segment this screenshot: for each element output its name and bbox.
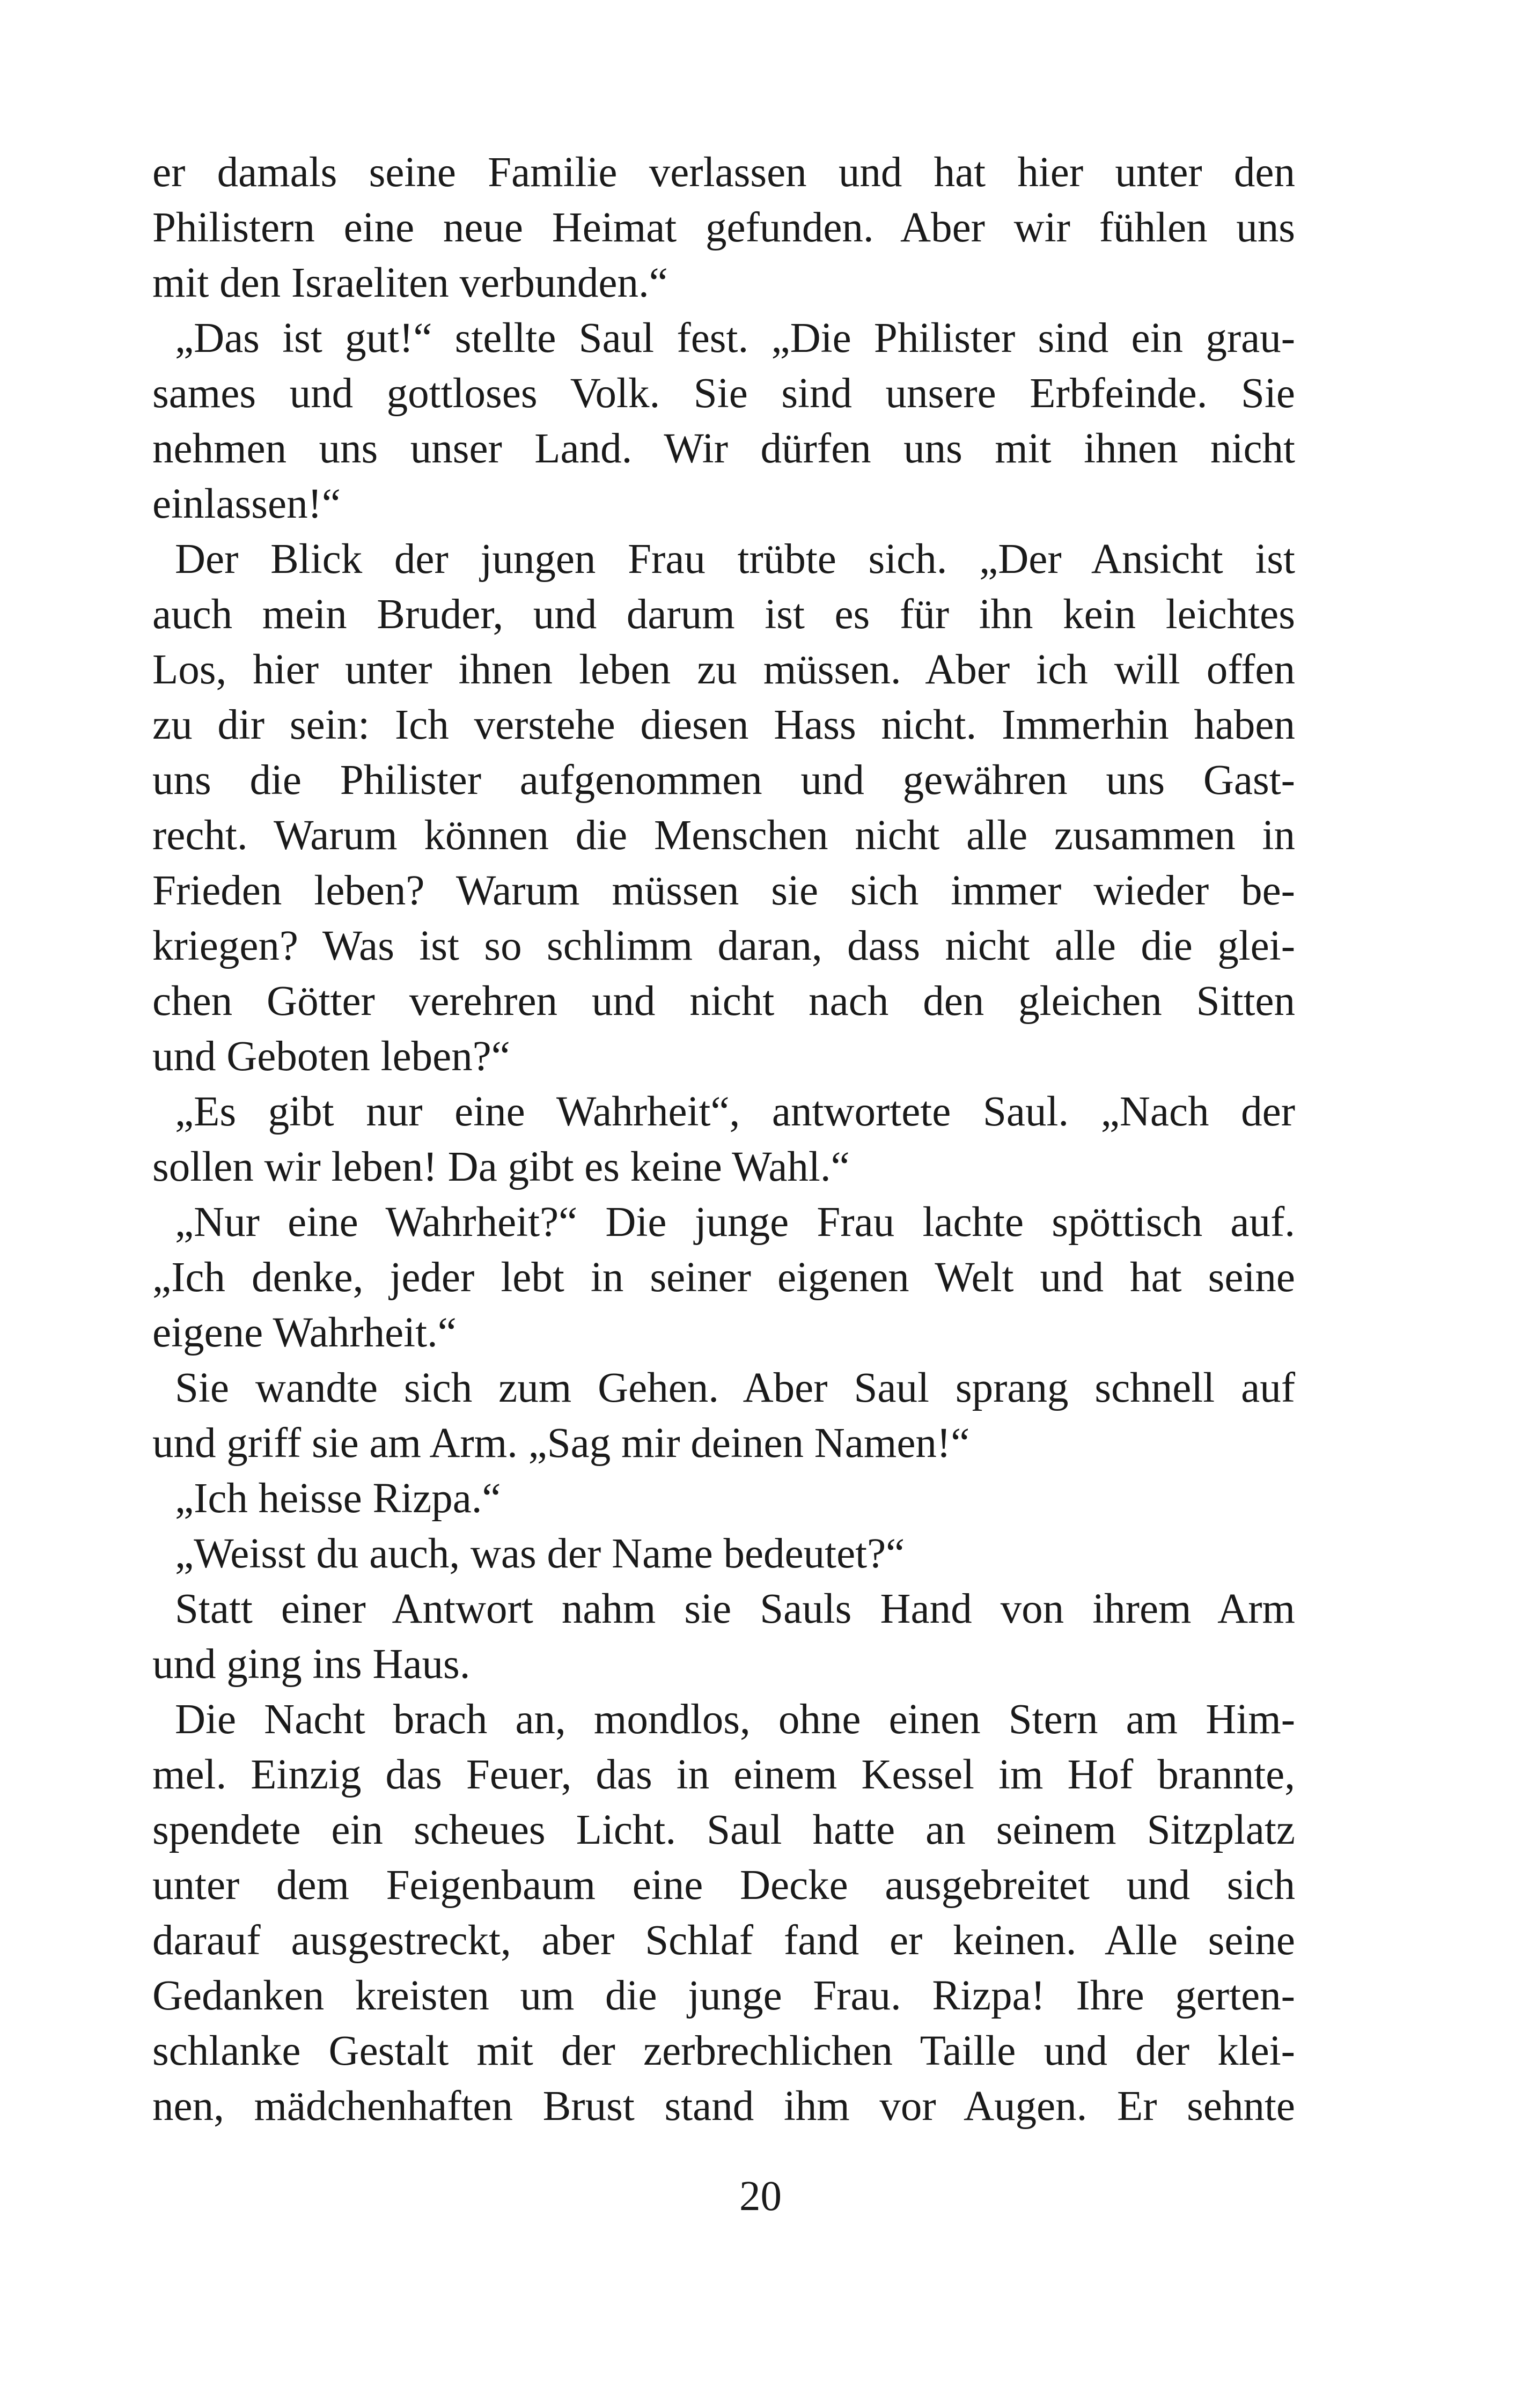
text-line: schlanke Gestalt mit der zerbrechlichen Taille und der klei- [152, 2028, 1295, 2074]
text-line: Der Blick der jungen Frau trübte sich. „Der Ansicht ist [175, 536, 1295, 583]
text-line: spendete ein scheues Licht. Saul hatte an seinem Sitzplatz [152, 1807, 1295, 1853]
text-line: sollen wir leben! Da gibt es keine Wahl.“ [152, 1144, 850, 1190]
text-line: „Das ist gut!“ stellte Saul fest. „Die Philister sind ein grau- [175, 315, 1295, 362]
text-line: unter dem Feigenbaum eine Decke ausgebreitet und sich [152, 1862, 1295, 1909]
text-line: er damals seine Familie verlassen und hat hier unter den [152, 149, 1295, 196]
text-line: sames und gottloses Volk. Sie sind unsere Erbfeinde. Sie [152, 370, 1295, 417]
text-line: Die Nacht brach an, mondlos, ohne einen Stern am Him- [175, 1696, 1295, 1743]
text-line: nehmen uns unser Land. Wir dürfen uns mit ihnen nicht [152, 425, 1295, 472]
text-line: und ging ins Haus. [152, 1641, 471, 1688]
text-line: zu dir sein: Ich verstehe diesen Hass nicht. Immerhin haben [152, 702, 1295, 748]
text-line: und Geboten leben?“ [152, 1033, 510, 1080]
text-line: Philistern eine neue Heimat gefunden. Aber wir fühlen uns [152, 204, 1295, 251]
text-line: chen Götter verehren und nicht nach den gleichen Sitten [152, 978, 1295, 1025]
text-line: auch mein Bruder, und darum ist es für ihn kein leichtes [152, 591, 1295, 638]
text-line: „Nur eine Wahrheit?“ Die junge Frau lachte spöttisch auf. [175, 1199, 1295, 1246]
text-line: recht. Warum können die Menschen nicht alle zusammen in [152, 812, 1295, 859]
body-text [152, 145, 1295, 2134]
text-line: „Weisst du auch, was der Name bedeutet?“ [175, 1530, 905, 1577]
page-number: 20 [739, 2173, 782, 2220]
text-line: mit den Israeliten verbunden.“ [152, 260, 668, 306]
text-line: „Ich denke, jeder lebt in seiner eigenen Welt und hat seine [152, 1254, 1295, 1301]
text-line: mel. Einzig das Feuer, das in einem Kessel im Hof brannte, [152, 1751, 1295, 1798]
text-line: Sie wandte sich zum Gehen. Aber Saul sprang schnell auf [175, 1365, 1295, 1411]
text-line: eigene Wahrheit.“ [152, 1309, 457, 1356]
text-line: Gedanken kreisten um die junge Frau. Rizpa! Ihre gerten- [152, 1972, 1295, 2019]
text-line: uns die Philister aufgenommen und gewähren uns Gast- [152, 757, 1295, 804]
text-line: nen, mädchenhaften Brust stand ihm vor Augen. Er sehnte [152, 2083, 1295, 2130]
text-line: Frieden leben? Warum müssen sie sich immer wieder be- [152, 867, 1295, 914]
text-line: „Ich heisse Rizpa.“ [175, 1475, 501, 1522]
text-line: „Es gibt nur eine Wahrheit“, antwortete Saul. „Nach der [175, 1088, 1295, 1135]
text-line: Statt einer Antwort nahm sie Sauls Hand von ihrem Arm [175, 1586, 1295, 1632]
text-line: und griff sie am Arm. „Sag mir deinen Namen!“ [152, 1420, 970, 1467]
text-line: kriegen? Was ist so schlimm daran, dass nicht alle die glei- [152, 923, 1295, 969]
text-line: darauf ausgestreckt, aber Schlaf fand er keinen. Alle seine [152, 1917, 1295, 1964]
text-line: Los, hier unter ihnen leben zu müssen. Aber ich will offen [152, 646, 1295, 693]
text-line: einlassen!“ [152, 481, 341, 527]
